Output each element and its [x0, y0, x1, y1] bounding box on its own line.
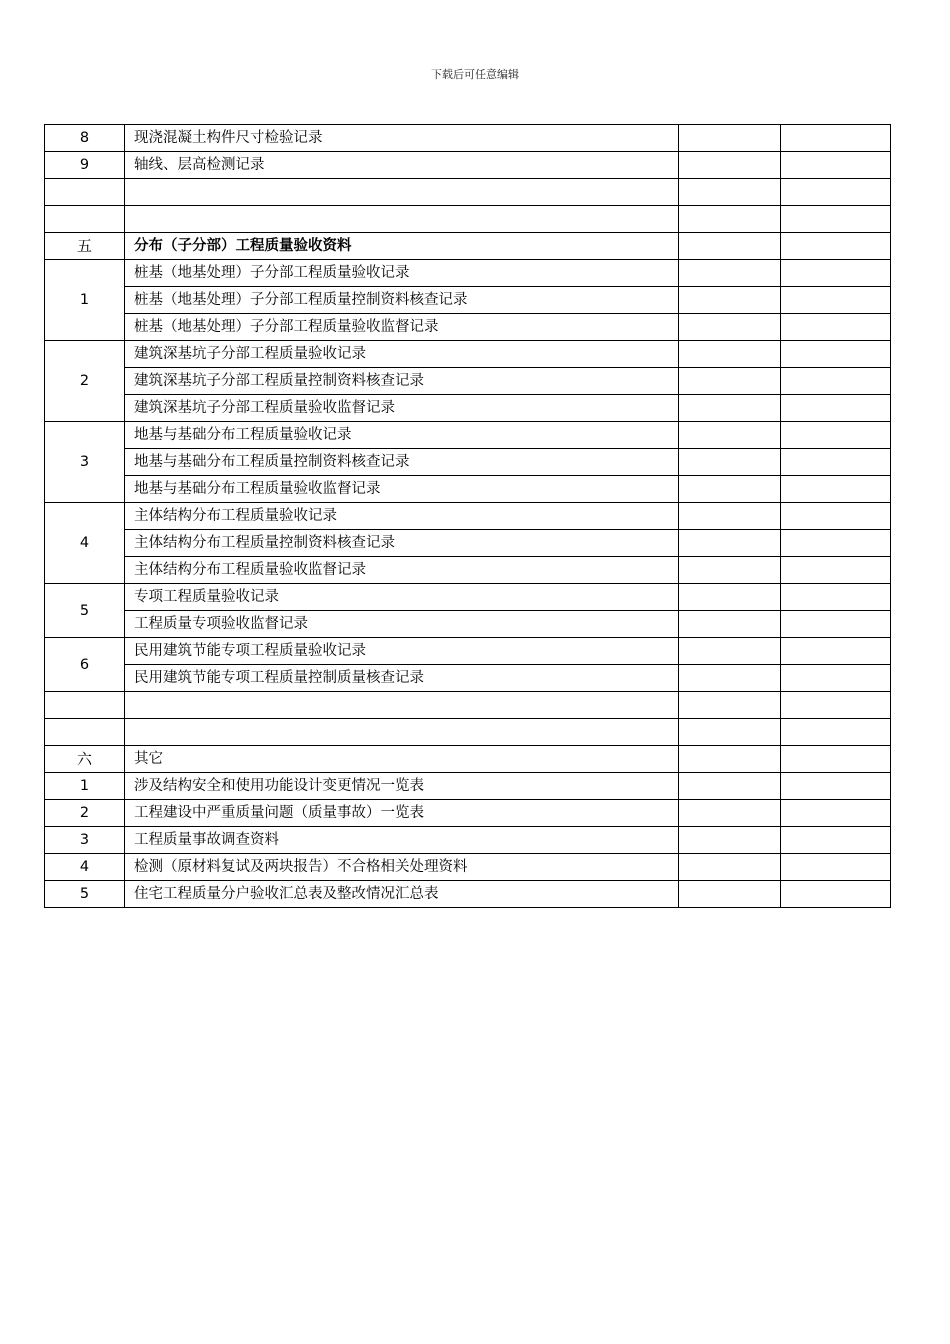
row-blank-cell-a — [679, 179, 781, 206]
row-blank-cell-b — [781, 206, 891, 233]
row-number: 六 — [45, 746, 125, 773]
row-item — [125, 206, 679, 233]
row-item — [125, 692, 679, 719]
row-blank-cell-a — [679, 881, 781, 908]
row-number — [45, 719, 125, 746]
table-row — [45, 800, 891, 827]
row-item: 地基与基础分布工程质量控制资料核查记录 — [125, 449, 679, 476]
header-note: 下载后可任意编辑 — [431, 68, 519, 81]
row-number: 2 — [45, 341, 125, 422]
row-item: 建筑深基坑子分部工程质量验收监督记录 — [125, 395, 679, 422]
row-blank-cell-a — [679, 341, 781, 368]
row-blank-cell-a — [679, 773, 781, 800]
row-blank-cell-b — [781, 449, 891, 476]
table-row — [45, 530, 891, 557]
row-blank-cell-b — [781, 341, 891, 368]
row-number: 4 — [45, 854, 125, 881]
row-blank-cell-b — [781, 800, 891, 827]
row-number — [45, 179, 125, 206]
row-item: 桩基（地基处理）子分部工程质量验收记录 — [125, 260, 679, 287]
row-number: 5 — [45, 881, 125, 908]
table-row — [45, 854, 891, 881]
row-item: 轴线、层高检测记录 — [125, 152, 679, 179]
row-item: 分布（子分部）工程质量验收资料 — [125, 233, 679, 260]
row-blank-cell-b — [781, 125, 891, 152]
table-row — [45, 773, 891, 800]
row-blank-cell-b — [781, 260, 891, 287]
row-blank-cell-b — [781, 557, 891, 584]
row-blank-cell-b — [781, 368, 891, 395]
table-row — [45, 287, 891, 314]
row-item: 地基与基础分布工程质量验收记录 — [125, 422, 679, 449]
row-blank-cell-a — [679, 692, 781, 719]
row-blank-cell-b — [781, 287, 891, 314]
row-item — [125, 719, 679, 746]
row-item: 建筑深基坑子分部工程质量验收记录 — [125, 341, 679, 368]
row-blank-cell-b — [781, 719, 891, 746]
row-item: 工程建设中严重质量问题（质量事故）一览表 — [125, 800, 679, 827]
row-blank-cell-a — [679, 746, 781, 773]
row-number: 6 — [45, 638, 125, 692]
row-blank-cell-b — [781, 422, 891, 449]
row-blank-cell-a — [679, 530, 781, 557]
table-row — [45, 827, 891, 854]
row-blank-cell-a — [679, 395, 781, 422]
row-number: 2 — [45, 800, 125, 827]
row-blank-cell-a — [679, 287, 781, 314]
table-row — [45, 692, 891, 719]
table-row — [45, 665, 891, 692]
row-item: 涉及结构安全和使用功能设计变更情况一览表 — [125, 773, 679, 800]
row-number: 3 — [45, 827, 125, 854]
row-blank-cell-b — [781, 611, 891, 638]
row-blank-cell-b — [781, 827, 891, 854]
row-blank-cell-b — [781, 665, 891, 692]
row-item: 主体结构分布工程质量验收监督记录 — [125, 557, 679, 584]
row-number: 8 — [45, 125, 125, 152]
row-blank-cell-a — [679, 422, 781, 449]
row-number: 3 — [45, 422, 125, 503]
row-blank-cell-a — [679, 152, 781, 179]
table-row — [45, 341, 891, 368]
row-number: 5 — [45, 584, 125, 638]
row-blank-cell-b — [781, 152, 891, 179]
row-blank-cell-b — [781, 773, 891, 800]
table-row — [45, 638, 891, 665]
row-item: 专项工程质量验收记录 — [125, 584, 679, 611]
row-blank-cell-a — [679, 476, 781, 503]
table-row — [45, 422, 891, 449]
row-blank-cell-a — [679, 557, 781, 584]
row-blank-cell-a — [679, 584, 781, 611]
row-blank-cell-a — [679, 719, 781, 746]
table-row — [45, 260, 891, 287]
row-blank-cell-a — [679, 611, 781, 638]
table-row — [45, 152, 891, 179]
row-blank-cell-a — [679, 206, 781, 233]
table-row — [45, 125, 891, 152]
row-number: 1 — [45, 773, 125, 800]
row-item: 工程质量事故调查资料 — [125, 827, 679, 854]
row-item: 主体结构分布工程质量验收记录 — [125, 503, 679, 530]
table-row — [45, 206, 891, 233]
row-number: 9 — [45, 152, 125, 179]
row-blank-cell-a — [679, 854, 781, 881]
row-number: 1 — [45, 260, 125, 341]
row-blank-cell-b — [781, 503, 891, 530]
row-item: 主体结构分布工程质量控制资料核查记录 — [125, 530, 679, 557]
row-blank-cell-a — [679, 827, 781, 854]
row-item: 工程质量专项验收监督记录 — [125, 611, 679, 638]
row-item: 检测（原材料复试及两块报告）不合格相关处理资料 — [125, 854, 679, 881]
row-blank-cell-b — [781, 854, 891, 881]
row-item: 建筑深基坑子分部工程质量控制资料核查记录 — [125, 368, 679, 395]
row-blank-cell-b — [781, 233, 891, 260]
row-item: 民用建筑节能专项工程质量控制质量核查记录 — [125, 665, 679, 692]
row-number — [45, 206, 125, 233]
table-row — [45, 719, 891, 746]
table-row — [45, 611, 891, 638]
row-item: 其它 — [125, 746, 679, 773]
row-blank-cell-a — [679, 665, 781, 692]
row-blank-cell-a — [679, 449, 781, 476]
row-item: 住宅工程质量分户验收汇总表及整改情况汇总表 — [125, 881, 679, 908]
row-item: 桩基（地基处理）子分部工程质量验收监督记录 — [125, 314, 679, 341]
row-blank-cell-a — [679, 638, 781, 665]
table-row — [45, 584, 891, 611]
row-number — [45, 692, 125, 719]
records-table — [44, 124, 891, 908]
table-row — [45, 746, 891, 773]
row-blank-cell-b — [781, 395, 891, 422]
row-blank-cell-b — [781, 476, 891, 503]
table-row — [45, 503, 891, 530]
table-row — [45, 233, 891, 260]
row-blank-cell-a — [679, 233, 781, 260]
row-item: 桩基（地基处理）子分部工程质量控制资料核查记录 — [125, 287, 679, 314]
table-row — [45, 881, 891, 908]
row-blank-cell-b — [781, 314, 891, 341]
records-body — [45, 125, 891, 908]
row-item: 现浇混凝土构件尺寸检验记录 — [125, 125, 679, 152]
row-blank-cell-a — [679, 260, 781, 287]
row-blank-cell-b — [781, 530, 891, 557]
table-row — [45, 314, 891, 341]
row-item: 地基与基础分布工程质量验收监督记录 — [125, 476, 679, 503]
row-blank-cell-a — [679, 800, 781, 827]
table-row — [45, 368, 891, 395]
table-row — [45, 476, 891, 503]
row-item: 民用建筑节能专项工程质量验收记录 — [125, 638, 679, 665]
row-blank-cell-a — [679, 125, 781, 152]
row-blank-cell-b — [781, 881, 891, 908]
row-blank-cell-a — [679, 368, 781, 395]
table-row — [45, 449, 891, 476]
row-item — [125, 179, 679, 206]
row-blank-cell-b — [781, 638, 891, 665]
row-blank-cell-b — [781, 179, 891, 206]
row-blank-cell-b — [781, 692, 891, 719]
row-blank-cell-b — [781, 746, 891, 773]
row-number: 五 — [45, 233, 125, 260]
row-blank-cell-b — [781, 584, 891, 611]
row-blank-cell-a — [679, 503, 781, 530]
table-row — [45, 557, 891, 584]
row-number: 4 — [45, 503, 125, 584]
table-row — [45, 395, 891, 422]
row-blank-cell-a — [679, 314, 781, 341]
table-row — [45, 179, 891, 206]
